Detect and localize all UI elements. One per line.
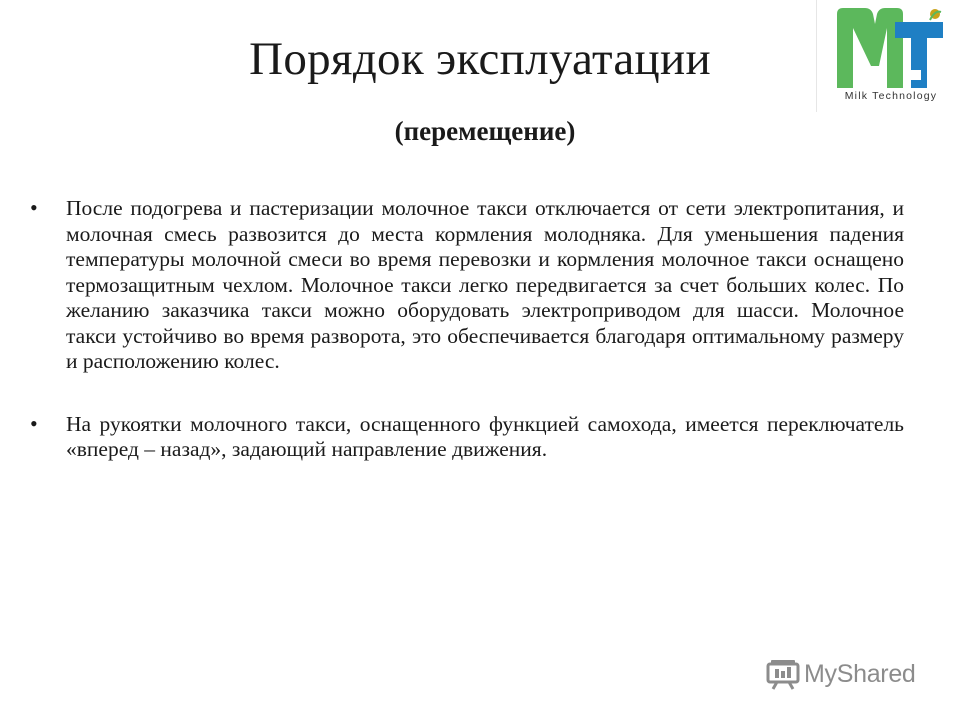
bullet-marker: • (30, 195, 38, 220)
slide-title: Порядок эксплуатации (249, 33, 711, 85)
bullet-text: После подогрева и пастеризации молочное такси отключается от сети электропитания, и молочная смесь развозится до места кормления молодняка. Для уменьшения падения температуры молочной смеси во время перевозки и кормления молочное такси оснащено термозащитным чехлом. Молочное такси легко передвигается за счет больших колес. По желанию заказчика такси можно оборудовать электроприводом для шасси. Молочное такси устойчиво во время разворота, это обеспечивается благодаря оптимальному размеру и расположению колес. (66, 196, 904, 373)
company-logo (816, 0, 960, 112)
mt-logo-icon (837, 8, 943, 90)
slide-subtitle: (перемещение) (394, 116, 576, 146)
list-item (30, 196, 904, 375)
bullet-list (30, 196, 904, 500)
watermark-text: MyShared (804, 659, 916, 688)
presentation-board-icon (766, 658, 800, 690)
list-item (30, 412, 904, 463)
watermark (766, 654, 916, 694)
bullet-text: На рукоятки молочного такси, оснащенного функцией самохода, имеется переключатель «вперед – назад», задающий направление движения. (66, 411, 904, 461)
bullet-marker: • (30, 410, 38, 436)
company-name: Milk Technology (844, 90, 938, 102)
